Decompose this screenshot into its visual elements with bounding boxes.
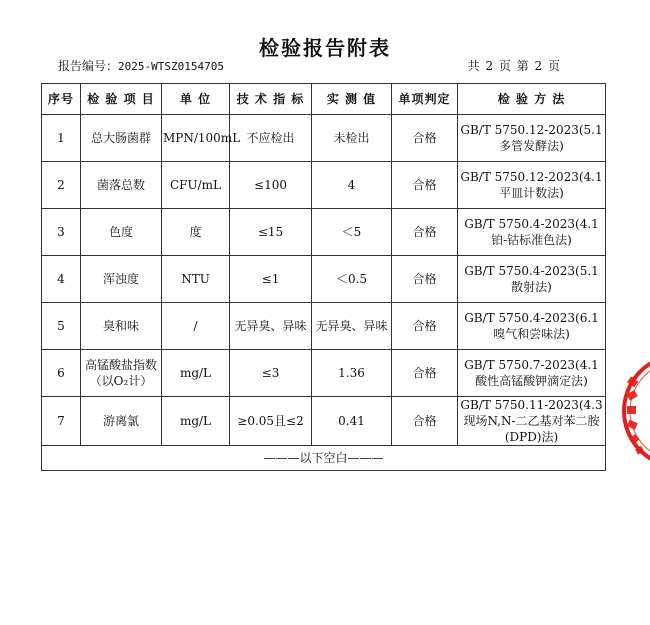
cell-method: GB/T 5750.4-2023(4.1铂-钴标准色法) (458, 209, 606, 256)
cell-result: 未检出 (312, 115, 392, 162)
cell-method: GB/T 5750.11-2023(4.3现场N,N-二乙基对苯二胺(DPD)法) (458, 397, 606, 446)
cell-index: 7 (42, 397, 81, 446)
blank-below-note: ———以下空白——— (42, 446, 606, 471)
report-number-label: 报告编号： (58, 59, 119, 73)
report-number (58, 57, 224, 74)
cell-spec: ≤15 (230, 209, 312, 256)
cell-method: GB/T 5750.12-2023(5.1多管发酵法) (458, 115, 606, 162)
cell-index: 3 (42, 209, 81, 256)
table-row (42, 350, 606, 397)
cell-unit: mg/L (162, 350, 230, 397)
cell-item: 菌落总数 (81, 162, 162, 209)
cell-unit: CFU/mL (162, 162, 230, 209)
cell-result: 1.36 (312, 350, 392, 397)
cell-unit: NTU (162, 256, 230, 303)
report-title: 检验报告附表 (259, 36, 391, 60)
cell-result: 4 (312, 162, 392, 209)
cell-method: GB/T 5750.7-2023(4.1酸性高锰酸钾滴定法) (458, 350, 606, 397)
cell-spec: ≤100 (230, 162, 312, 209)
table-row (42, 209, 606, 256)
cell-item: 总大肠菌群 (81, 115, 162, 162)
cell-spec: ≥0.05且≤2 (230, 397, 312, 446)
cell-index: 1 (42, 115, 81, 162)
cell-result: 0.41 (312, 397, 392, 446)
cell-item: 浑浊度 (81, 256, 162, 303)
seal-graphic (620, 346, 650, 476)
table-footer-row (42, 446, 606, 471)
table-row (42, 397, 606, 446)
page-info: 共 2 页 第 2 页 (467, 59, 560, 73)
cell-result: 无异臭、异味 (312, 303, 392, 350)
cell-item: 色度 (81, 209, 162, 256)
header-item: 检 验 项 目 (81, 84, 162, 115)
cell-spec: ≤3 (230, 350, 312, 397)
header-judgement: 单项判定 (392, 84, 458, 115)
header-unit: 单 位 (162, 84, 230, 115)
header-spec: 技 术 指 标 (230, 84, 312, 115)
header-index: 序号 (42, 84, 81, 115)
table-row (42, 256, 606, 303)
cell-unit: 度 (162, 209, 230, 256)
cell-judgement: 合格 (392, 162, 458, 209)
table-header-row (42, 84, 606, 115)
cell-item: 臭和味 (81, 303, 162, 350)
cell-method: GB/T 5750.12-2023(4.1平皿计数法) (458, 162, 606, 209)
table-row (42, 115, 606, 162)
cell-judgement: 合格 (392, 209, 458, 256)
cell-unit: MPN/100mL (162, 115, 230, 162)
table-row (42, 162, 606, 209)
cell-spec: 无异臭、异味 (230, 303, 312, 350)
cell-spec: ≤1 (230, 256, 312, 303)
cell-index: 4 (42, 256, 81, 303)
table-row (42, 303, 606, 350)
cell-spec: 不应检出 (230, 115, 312, 162)
header-method: 检 验 方 法 (458, 84, 606, 115)
cell-judgement: 合格 (392, 397, 458, 446)
cell-unit: / (162, 303, 230, 350)
cell-method: GB/T 5750.4-2023(5.1散射法) (458, 256, 606, 303)
cell-judgement: 合格 (392, 350, 458, 397)
cell-index: 2 (42, 162, 81, 209)
cell-result: ＜5 (312, 209, 392, 256)
report-number-value: 2025-WTSZ0154705 (118, 60, 224, 73)
results-table (41, 83, 606, 471)
cell-index: 5 (42, 303, 81, 350)
header-result: 实 测 值 (312, 84, 392, 115)
cell-judgement: 合格 (392, 115, 458, 162)
cell-item: 高锰酸盐指数（以O₂计） (81, 350, 162, 397)
cell-result: ＜0.5 (312, 256, 392, 303)
cell-method: GB/T 5750.4-2023(6.1嗅气和尝味法) (458, 303, 606, 350)
company-seal (620, 346, 650, 476)
cell-judgement: 合格 (392, 303, 458, 350)
cell-judgement: 合格 (392, 256, 458, 303)
cell-unit: mg/L (162, 397, 230, 446)
cell-item: 游离氯 (81, 397, 162, 446)
cell-index: 6 (42, 350, 81, 397)
